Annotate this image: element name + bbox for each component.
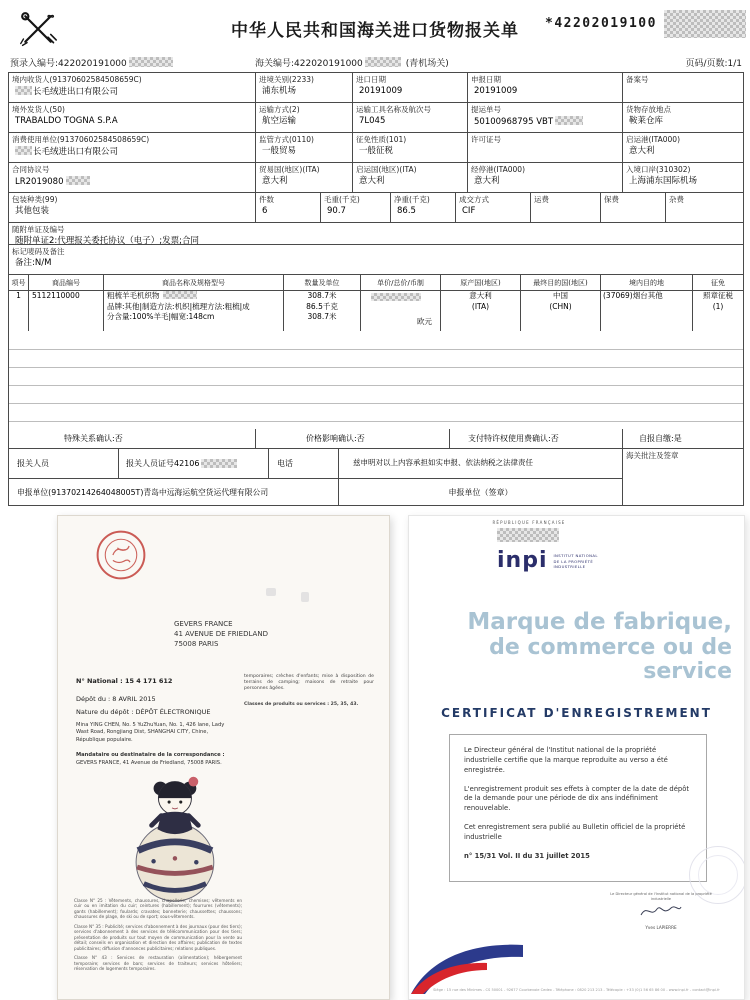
goods-header-qty: 数量及单位	[284, 275, 361, 291]
field-value: 浦东机场	[262, 85, 297, 96]
goods-value: 照章征税	[703, 291, 733, 300]
agent-phone: 电话	[269, 449, 339, 479]
goods-header-domestic-dest: 境内目的地	[601, 275, 693, 291]
classes-note: Classes de produits ou services : 25, 35, 43.	[244, 702, 359, 707]
ink-smudge	[266, 588, 276, 596]
classe-43: Classe N° 43 : Services de restauration (alimentation); hébergement temporaire; services de bars; services de traiteurs; services hôteliers; réservation de logements temporaires.	[74, 955, 242, 971]
goods-origin-country	[441, 291, 521, 331]
barcode-number: *42202019100	[545, 16, 657, 31]
field-marks-notes	[9, 245, 743, 275]
goods-header-item-no: 项号	[9, 275, 29, 291]
mosaic-redaction	[66, 176, 90, 185]
field-value	[9, 145, 255, 158]
mosaic-redaction	[664, 10, 746, 38]
field-value	[601, 205, 665, 206]
field-freight	[531, 193, 601, 223]
goods-quantity	[284, 291, 361, 331]
field-departure-port	[623, 133, 743, 163]
classe-25: Classe N° 25 : Vêtements, chaussures, chapellerie; chemises; vêtements en cuir ou en imitation du cuir; ceintures (habillement); fourrures (vêtements); gants (habillement); foulards; cravates; bonneterie; chaussettes; chaussons; chaussures de plage, de ski ou de sport; sous-vêtements.	[74, 898, 242, 920]
goods-item-no	[9, 291, 29, 331]
customs-note-area	[623, 449, 743, 505]
mandataire-value: GEVERS FRANCE, 41 Avenue de Friedland, 75008 PARIS.	[76, 760, 222, 766]
goods-value: (CHN)	[549, 301, 572, 311]
classes-paragraphs	[74, 898, 242, 975]
field-label: 许可证号	[471, 135, 501, 144]
field-value: 其他包装	[15, 205, 50, 216]
customs-declaration-form	[8, 72, 744, 506]
field-label: 毛重(千克)	[324, 195, 360, 204]
goods-code	[29, 291, 104, 331]
field-record-no	[623, 73, 743, 103]
field-attached-docs	[9, 223, 743, 245]
agent-statement	[339, 449, 623, 479]
inpi-footer: Siège : 15 rue des Minimes - CS 50001 - 92677 Courbevoie Cedex - Téléphone : 0820 213 213 - Télécopie : +33 (0)1 56 65 86 00 - www.inpi.fr - contact@inpi.fr	[433, 988, 720, 992]
goods-header-dest-country: 最终目的国(地区)	[521, 275, 601, 291]
customs-number-text: 海关编号:422020191000	[255, 59, 363, 69]
field-label: 进口日期	[356, 75, 386, 84]
mosaic-redaction	[365, 57, 401, 67]
field-label: 贸易国(地区)(ITA)	[259, 165, 320, 174]
field-label: 进境关别(2233)	[259, 75, 314, 84]
field-consignee	[9, 73, 256, 103]
field-label: 件数	[259, 195, 274, 204]
goods-name-line3: 分含量:100%羊毛|幅宽:148cm	[107, 312, 215, 321]
pre-entry-number	[10, 56, 173, 69]
field-label: 境外发货人(50)	[12, 105, 65, 114]
mosaic-redaction	[15, 146, 32, 155]
goods-tax-mode	[693, 291, 743, 331]
goods-price	[361, 291, 441, 331]
goods-dest-country	[521, 291, 601, 331]
certificate-title: CERTIFICAT D'ENREGISTREMENT	[441, 706, 712, 720]
national-number: N° National : 15 4 171 612	[76, 677, 173, 685]
field-label: 境内收货人(91370602584508659C)	[12, 75, 142, 84]
doll-trademark-illustration	[113, 769, 233, 909]
red-seal-stamp	[94, 528, 148, 586]
field-shipper	[9, 103, 256, 133]
republique-francaise-label: RÉPUBLIQUE FRANÇAISE	[492, 520, 566, 525]
field-value: 一般征税	[359, 145, 394, 156]
field-consumer-unit	[9, 133, 256, 163]
field-value: 一般贸易	[262, 145, 297, 156]
field-transport-mode	[256, 103, 353, 133]
services-note: temporaires; crèches d'enfants; mise à disposition de terrains de camping; maisons de retraite pour personnes âgées.	[244, 674, 374, 692]
mandataire-label: Mandataire ou destinataire de la correspondance :	[76, 752, 225, 758]
field-label: 保费	[604, 195, 619, 204]
field-packing-type	[9, 193, 256, 223]
field-label: 提运单号	[471, 105, 501, 114]
signature-block	[605, 892, 717, 930]
inpi-logo	[497, 550, 598, 572]
field-label: 入境口岸(310302)	[626, 165, 691, 174]
field-departure-country	[353, 163, 468, 193]
field-net-weight	[391, 193, 456, 223]
field-label: 标记唛码及备注	[12, 247, 65, 256]
field-tax-nature	[353, 133, 468, 163]
inpi-subline: INSTITUT NATIONAL	[553, 553, 598, 558]
field-label: 包装种类(99)	[12, 195, 58, 204]
field-value	[623, 85, 743, 86]
field-license-no	[468, 133, 623, 163]
field-value: 航空运输	[262, 115, 297, 126]
mosaic-redaction	[129, 57, 173, 67]
confirm-special-relation: 特殊关系确认:否	[9, 429, 256, 449]
certificate-paragraph: L'enregistrement produit ses effets à compter de la date de dépôt de la demande pour une période de dix ans indéfiniment renouvelable.	[464, 784, 690, 813]
goods-value: 1	[16, 291, 21, 300]
goods-value: 5112110000	[32, 291, 80, 300]
field-value: 随附单证2:代理报关委托协议（电子）;发票;合同	[15, 235, 200, 245]
goods-name-line1	[107, 291, 283, 302]
field-label: 成交方式	[459, 195, 489, 204]
field-value-text: 50100968795 VBT	[474, 116, 554, 127]
agent-person: 报关人员	[9, 449, 119, 479]
field-transport-name	[353, 103, 468, 133]
field-label: 杂费	[669, 195, 684, 204]
field-value-text: 长毛绒进出口有限公司	[33, 86, 119, 97]
goods-header-name: 商品名称及规格型号	[104, 275, 284, 291]
blank-row-line	[9, 349, 743, 350]
signature-scribble	[605, 902, 717, 924]
agent-statement-text: 兹申明对以上内容承担如实申报、依法纳税之法律责任	[353, 458, 533, 468]
goods-header-price: 单价/总价/币制	[361, 275, 441, 291]
confirm-self-declare: 自报自缴:是	[623, 429, 743, 449]
confirm-price-influence: 价格影响确认:否	[256, 429, 450, 449]
customs-office: (青机场关)	[405, 59, 449, 69]
field-label: 监管方式(0110)	[259, 135, 314, 144]
signer-name: Yves LAPIERRE	[645, 925, 677, 931]
classe-35: Classe N° 35 : Publicité; services d'abonnement à des journaux (pour des tiers); services d'abonnement à des services de télécommunication pour des tiers; présentation de produits sur tout moyen de communication pour la vente au détail; conseils en organisation et direction des affaires; publication de textes publicitaires; diffusion d'annonces publicitaires; relations publiques.	[74, 923, 242, 951]
blank-row-line	[9, 367, 743, 368]
field-label: 货物存放地点	[626, 105, 671, 114]
pre-entry-text: 预录入编号:422020191000	[10, 59, 127, 69]
field-label: 启运国(地区)(ITA)	[356, 165, 417, 174]
gevers-certificate-page	[57, 515, 390, 1000]
mosaic-redaction	[555, 116, 583, 125]
mosaic-redaction	[15, 86, 32, 95]
deposit-mode: Nature du dépôt : DÉPÔT ÉLECTRONIQUE	[76, 708, 211, 716]
headline-line1: Marque de fabrique,	[467, 609, 732, 635]
goods-value: (ITA)	[471, 301, 490, 311]
field-value: 20191009	[474, 85, 518, 96]
field-value	[9, 85, 255, 98]
field-bill-no	[468, 103, 623, 133]
field-label: 消费使用单位(91370602584508659C)	[12, 135, 150, 144]
inpi-subline: DE LA PROPRIÉTÉ	[553, 558, 594, 564]
goods-value: (1)	[712, 301, 724, 311]
field-value: 86.5	[397, 205, 416, 216]
field-gross-weight	[321, 193, 391, 223]
page-number: 页码/页数:1/1	[685, 59, 742, 69]
field-trade-country	[256, 163, 353, 193]
field-label: 启运港(ITA000)	[626, 135, 681, 144]
signer-title: Le Directeur général de l'Institut national de la propriété industrielle	[610, 892, 712, 902]
address-line: 41 AVENUE DE FRIEDLAND	[174, 629, 268, 638]
field-storage	[623, 103, 743, 133]
address-line: GEVERS FRANCE	[174, 620, 233, 628]
applicant-block: Mina YING CHEN, No. 5 YuZhuYuan, No. 1, 426 lane, Lady Wast Road, Rongjiang Dist, SHANGHAI CITY, Chine, République populaire.	[76, 722, 225, 743]
field-label: 运输方式(2)	[259, 105, 300, 114]
field-supervision-mode	[256, 133, 353, 163]
field-label: 运费	[534, 195, 549, 204]
field-value: CIF	[462, 205, 476, 216]
field-label: 征免性质(101)	[356, 135, 407, 144]
field-value	[531, 205, 600, 206]
field-value-text: LR2019080	[15, 176, 64, 187]
field-label: 运输工具名称及航次号	[356, 105, 431, 114]
certificate-paragraph: Le Directeur général de l'Institut national de la propriété industrielle certifie que la marque reproduite au verso a été enregistrée.	[464, 746, 668, 774]
goods-value: 308.7米	[307, 291, 337, 300]
field-value-text: 长毛绒进出口有限公司	[33, 146, 119, 157]
goods-value: 86.5千克	[306, 301, 338, 311]
deposit-date: Dépôt du : 8 AVRIL 2015	[76, 695, 156, 703]
declare-unit: 申报单位(91370214264048005T)青岛中远海运航空货运代理有限公司	[9, 479, 339, 505]
customs-number	[255, 56, 449, 69]
goods-value: 308.7米	[307, 312, 337, 321]
address-line: 75008 PARIS	[174, 639, 219, 648]
certificate-paragraph: Cet enregistrement sera publié au Bulletin officiel de la propriété industrielle	[464, 823, 686, 841]
certificate-headline	[409, 610, 732, 685]
form-title: 中华人民共和国海关进口货物报关单	[231, 21, 519, 41]
inpi-certificate-page	[408, 515, 745, 1000]
field-transit-port	[468, 163, 623, 193]
mosaic-redaction	[163, 291, 197, 299]
blank-row-line	[9, 385, 743, 386]
goods-value: 粗梳羊毛机织物	[107, 291, 160, 300]
field-value: 意大利	[474, 175, 500, 186]
field-value: 6	[262, 205, 268, 216]
goods-name-line2: 品牌:其他|制造方法:机织|梳理方法:粗梳|成	[107, 301, 250, 311]
field-label: 合同协议号	[12, 165, 50, 174]
field-value: TRABALDO TOGNA S.P.A	[15, 115, 118, 126]
declare-unit-seal: 申报单位（签章）	[339, 479, 623, 505]
goods-currency: 欧元	[417, 316, 432, 326]
goods-value: (37069)烟台其他	[603, 291, 663, 300]
field-entry-port	[623, 163, 743, 193]
field-value	[468, 145, 622, 146]
mosaic-redaction	[497, 528, 559, 542]
goods-value: 意大利	[469, 291, 492, 300]
field-entry-customs	[256, 73, 353, 103]
ink-smudge	[301, 592, 309, 602]
inpi-logo-subtext	[554, 553, 598, 570]
field-value: 鞍莱仓库	[629, 115, 664, 126]
field-value: 意大利	[629, 145, 655, 156]
field-label: 经停港(ITA000)	[471, 165, 526, 174]
field-label: 备案号	[626, 75, 649, 84]
field-pieces	[256, 193, 321, 223]
field-insurance	[601, 193, 666, 223]
goods-name-spec	[104, 291, 284, 331]
inpi-subline: INDUSTRIELLE	[553, 564, 586, 570]
field-value: 20191009	[359, 85, 403, 96]
field-label: 申报日期	[471, 75, 501, 84]
field-label: 随附单证及编号	[12, 225, 65, 234]
mosaic-redaction	[201, 459, 237, 468]
field-value: 7L045	[359, 115, 386, 126]
goods-value: 中国	[553, 291, 568, 300]
field-import-date	[353, 73, 468, 103]
agent-person-id-text: 报关人员证号42106	[126, 459, 200, 468]
field-value	[9, 175, 255, 188]
recipient-address	[174, 620, 268, 649]
goods-header-tax: 征免	[693, 275, 743, 291]
goods-domestic-dest	[601, 291, 693, 331]
field-misc-fee	[666, 193, 743, 223]
confirm-royalty: 支付特许权使用费确认:否	[450, 429, 623, 449]
blank-row-line	[9, 403, 743, 404]
field-value: 上海浦东国际机场	[629, 175, 698, 186]
headline-line2: de commerce ou de service	[489, 634, 732, 685]
field-contract-no	[9, 163, 256, 193]
goods-header-origin: 原产国(地区)	[441, 275, 521, 291]
field-value: 90.7	[327, 205, 346, 216]
field-value	[468, 115, 622, 128]
blank-row-line	[9, 421, 743, 422]
field-value: 备注:N/M	[15, 257, 52, 268]
mosaic-redaction	[371, 293, 421, 301]
field-label: 净重(千克)	[394, 195, 430, 204]
field-deal-mode	[456, 193, 531, 223]
inpi-wordmark: inpi	[497, 548, 548, 573]
certificate-text-box	[449, 734, 707, 882]
field-value: 意大利	[359, 175, 385, 186]
field-value: 意大利	[262, 175, 288, 186]
field-declare-date	[468, 73, 623, 103]
certificate-bulletin-ref: n° 15/31 Vol. II du 31 juillet 2015	[464, 851, 590, 860]
field-value	[666, 205, 743, 206]
field-label: 海关批注及签章	[626, 451, 679, 460]
agent-person-id	[119, 449, 269, 479]
goods-header-code: 商品编号	[29, 275, 104, 291]
